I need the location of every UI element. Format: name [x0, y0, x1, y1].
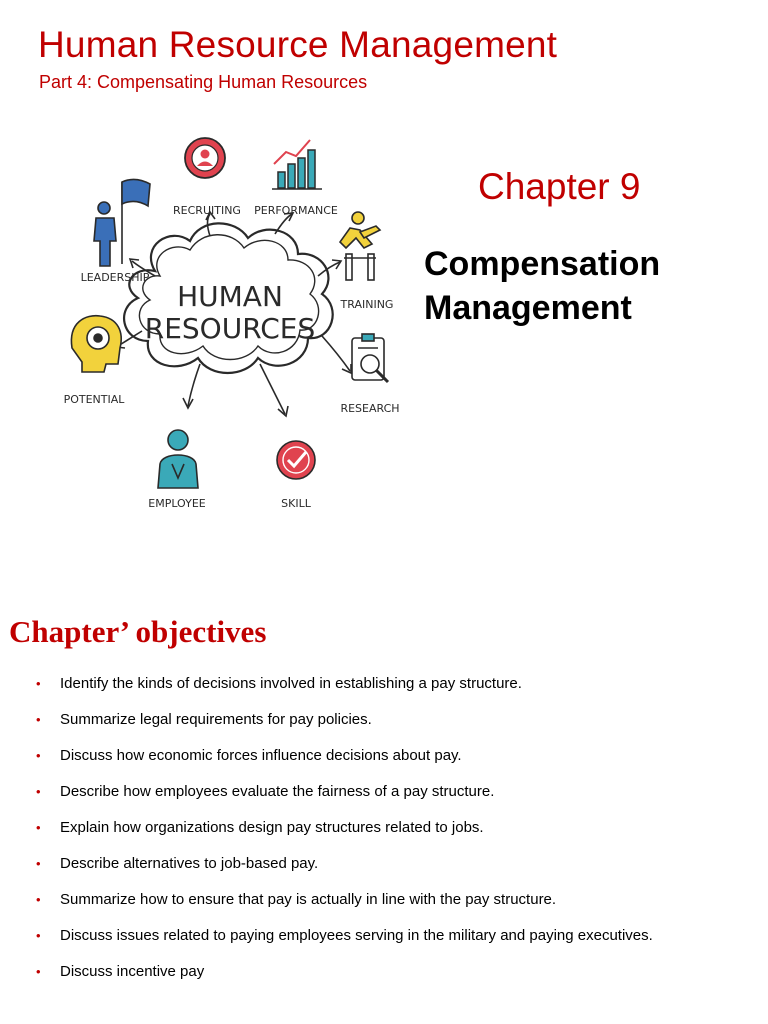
bullet-icon: • — [36, 676, 41, 691]
objective-item — [36, 782, 736, 801]
label-potential: POTENTIAL — [63, 393, 125, 406]
bullet-icon: • — [36, 892, 41, 907]
leadership-flag-icon — [94, 179, 150, 266]
objective-item — [36, 962, 736, 981]
label-training: TRAINING — [340, 298, 394, 311]
bullet-icon: • — [36, 964, 41, 979]
bullet-icon: • — [36, 820, 41, 835]
bullet-icon: • — [36, 748, 41, 763]
hr-concept-illustration — [60, 126, 400, 526]
objective-item — [36, 818, 736, 837]
cloud-label-line2: RESOURCES — [144, 312, 316, 345]
label-research: RESEARCH — [340, 402, 400, 415]
objective-text: Discuss issues related to paying employees serving in the military and paying executives. — [60, 927, 653, 944]
page-subtitle: Part 4: Compensating Human Resources — [39, 72, 368, 92]
objective-item — [36, 926, 736, 945]
objectives-list — [36, 674, 736, 998]
label-performance: PERFORMANCE — [254, 204, 338, 217]
objective-text: Explain how organizations design pay structures related to jobs. — [60, 819, 484, 836]
objective-text: Discuss how economic forces influence decisions about pay. — [60, 747, 462, 764]
objective-text: Summarize legal requirements for pay policies. — [60, 711, 372, 728]
bullet-icon: • — [36, 928, 41, 943]
page-title: Human Resource Management — [38, 24, 558, 65]
bullet-icon: • — [36, 856, 41, 871]
bullet-icon: • — [36, 712, 41, 727]
objective-item — [36, 854, 736, 873]
chapter-title-line1: Compensation — [424, 245, 661, 283]
objective-item — [36, 746, 736, 765]
research-clipboard-icon — [352, 334, 388, 382]
objective-text: Describe alternatives to job-based pay. — [60, 855, 319, 872]
chapter-number: Chapter 9 — [478, 166, 641, 207]
objective-text: Identify the kinds of decisions involved in establishing a pay structure. — [60, 675, 522, 692]
potential-head-icon — [71, 316, 121, 372]
label-employee: EMPLOYEE — [148, 497, 206, 510]
performance-chart-icon — [272, 140, 322, 189]
label-leadership: LEADERSHIP — [80, 271, 150, 284]
training-hurdle-icon — [340, 212, 380, 280]
chapter-title — [424, 242, 660, 330]
objective-item — [36, 890, 736, 909]
skill-checkmark-icon — [277, 441, 315, 479]
chapter-title-line2: Management — [424, 289, 632, 327]
label-recruiting: RECRUITING — [173, 204, 241, 217]
employee-person-icon — [158, 430, 198, 488]
objectives-heading: Chapter’ objectives — [9, 614, 267, 649]
objective-text: Summarize how to ensure that pay is actually in line with the pay structure. — [60, 891, 557, 908]
objective-text: Discuss incentive pay — [60, 963, 205, 980]
bullet-icon: • — [36, 784, 41, 799]
label-skill: SKILL — [281, 497, 311, 510]
objective-text: Describe how employees evaluate the fairness of a pay structure. — [60, 783, 495, 800]
objective-item — [36, 710, 736, 729]
cloud-label-line1: HUMAN — [177, 280, 283, 313]
objective-item — [36, 674, 736, 693]
recruiting-icon — [185, 138, 225, 178]
